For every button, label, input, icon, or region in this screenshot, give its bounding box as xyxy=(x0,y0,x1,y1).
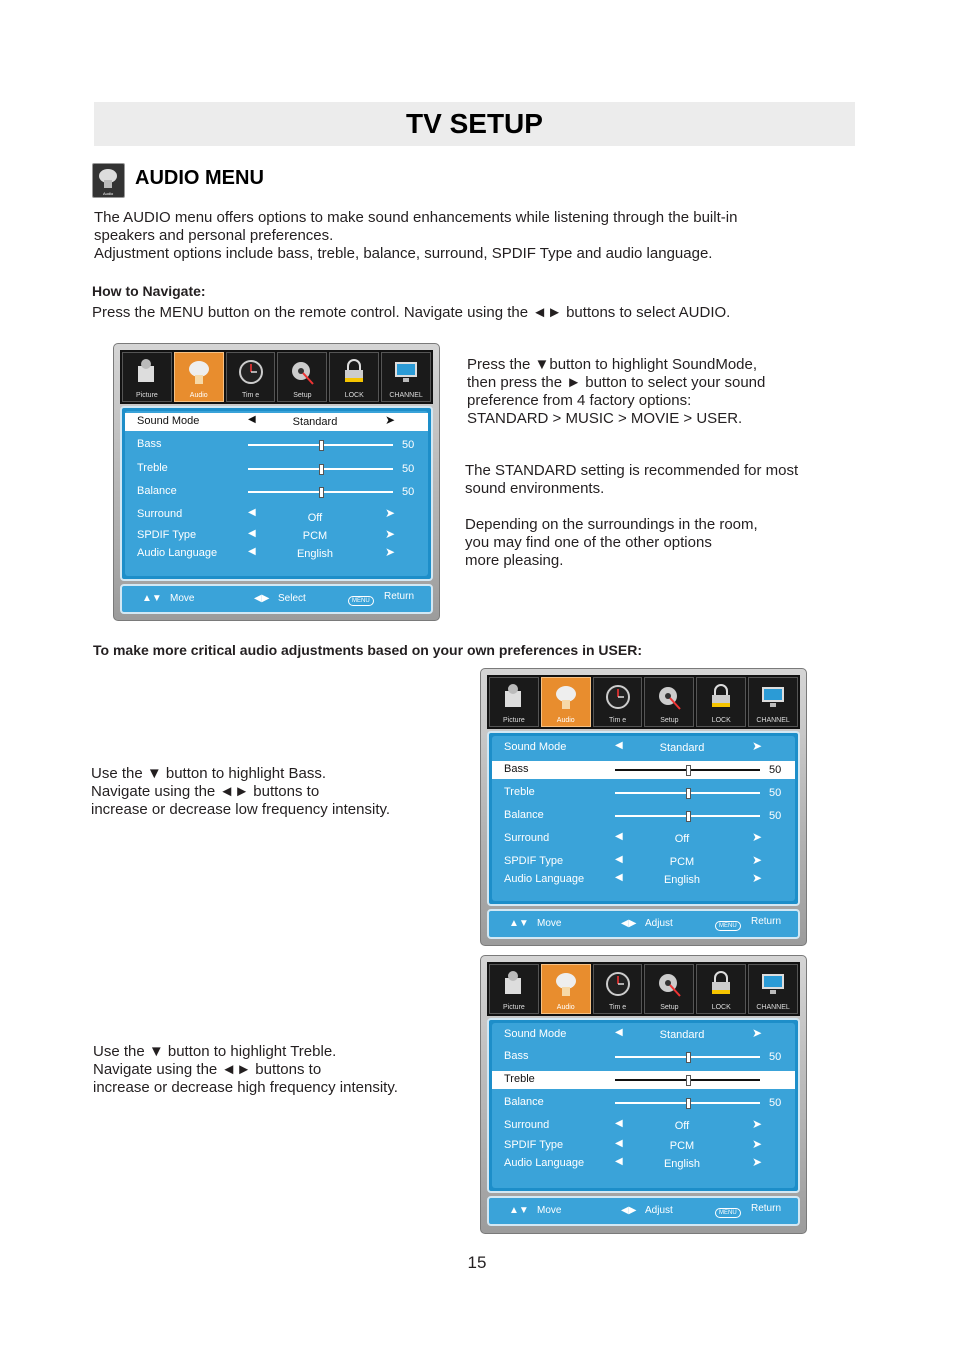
sound-mode-row[interactable]: Sound Mode ◀ Standard ➤ xyxy=(125,413,428,431)
tab-audio[interactable]: Audio xyxy=(541,964,591,1014)
slider-knob xyxy=(686,765,691,776)
gear-icon xyxy=(656,970,682,998)
left-arrow-icon: ◀ xyxy=(248,546,256,557)
up-down-icon: ▲▼ xyxy=(142,593,162,604)
clock-icon xyxy=(605,970,631,998)
speaker-icon xyxy=(186,358,212,386)
tab-setup[interactable]: Setup xyxy=(644,677,694,727)
up-down-icon: ▲▼ xyxy=(509,1205,529,1216)
settings-panel xyxy=(487,731,800,906)
spdif-row[interactable]: SPDIF Type ◀ PCM ➤ xyxy=(137,527,396,542)
surround-row[interactable]: Surround ◀ Off ➤ xyxy=(137,506,396,524)
balance-row[interactable]: Balance 50 xyxy=(137,485,415,498)
left-arrow-icon: ◀ xyxy=(248,507,256,518)
slider-knob xyxy=(686,788,691,799)
bass-osd-screen xyxy=(480,668,807,946)
tab-audio[interactable]: Audio xyxy=(541,677,591,727)
tab-picture[interactable]: Picture xyxy=(489,964,539,1014)
slider-knob xyxy=(686,1052,691,1063)
right-arrow-icon: ➤ xyxy=(752,830,763,844)
balance-row[interactable]: Balance 50 xyxy=(504,809,782,822)
menu-tabs xyxy=(487,962,800,1016)
intro-line: Adjustment options include bass, treble, balance, surround, SPDIF Type and audio language. xyxy=(94,245,713,262)
left-arrow-icon: ◀ xyxy=(248,414,256,425)
gear-icon xyxy=(289,358,315,386)
left-arrow-icon: ◀ xyxy=(615,1138,623,1149)
intro-line: speakers and personal preferences. xyxy=(94,227,334,244)
tab-time[interactable]: Tim e xyxy=(593,964,643,1014)
lock-icon xyxy=(708,970,734,998)
tab-setup[interactable]: Setup xyxy=(644,964,694,1014)
bass-row[interactable]: Bass 50 xyxy=(492,761,795,779)
right-arrow-icon: ➤ xyxy=(752,739,763,753)
tab-lock[interactable]: LOCK xyxy=(696,964,746,1014)
sound-mode-instructions: Press the ▼button to highlight SoundMode, then press the ► button to select your sound preference from 4 factory options: STANDARD > MUSIC > MOVIE > USER. xyxy=(467,356,766,427)
menu-badge: MENU xyxy=(348,596,374,606)
treble-row[interactable]: Treble 50 xyxy=(137,462,415,475)
camera-icon xyxy=(134,358,160,386)
right-arrow-icon: ➤ xyxy=(385,506,396,520)
camera-icon xyxy=(501,970,527,998)
treble-row[interactable]: Treble 50 xyxy=(504,786,782,799)
treble-osd-screen xyxy=(480,955,807,1234)
menu-badge: MENU xyxy=(715,1208,741,1218)
slider-knob xyxy=(319,440,324,451)
clock-icon xyxy=(238,358,264,386)
audio-osd-screen xyxy=(113,343,440,621)
left-arrow-icon: ◀ xyxy=(615,1027,623,1038)
left-right-icon: ◀▶ xyxy=(621,1205,637,1216)
audio-language-row[interactable]: Audio Language ◀ English ➤ xyxy=(137,545,396,560)
right-arrow-icon: ➤ xyxy=(752,1155,763,1169)
menu-tabs xyxy=(487,675,800,729)
page-title: TV SETUP xyxy=(406,108,543,139)
treble-row[interactable]: Treble xyxy=(492,1071,795,1089)
section-icon-label: Audio xyxy=(103,191,114,196)
monitor-icon xyxy=(393,358,419,386)
tab-picture[interactable]: Picture xyxy=(122,352,172,402)
intro-line: The AUDIO menu offers options to make sound enhancements while listening through the built-in xyxy=(94,209,738,226)
tab-time[interactable]: Tim e xyxy=(593,677,643,727)
up-down-icon: ▲▼ xyxy=(509,918,529,929)
lock-icon xyxy=(341,358,367,386)
slider-knob xyxy=(686,1075,691,1086)
spdif-row[interactable]: SPDIF Type ◀ PCM ➤ xyxy=(504,1137,763,1152)
title-bar xyxy=(94,102,855,146)
osd-footer: ▲▼ Move ◀▶ Select MENU Return xyxy=(120,584,433,614)
tab-channel[interactable]: CHANNEL xyxy=(748,677,798,727)
tab-channel[interactable]: CHANNEL xyxy=(381,352,431,402)
how-to-text: Press the MENU button on the remote control. Navigate using the ◄► buttons to select AUDIO. xyxy=(92,304,731,321)
tab-picture[interactable]: Picture xyxy=(489,677,539,727)
left-arrow-icon: ◀ xyxy=(615,1118,623,1129)
tab-lock[interactable]: LOCK xyxy=(696,677,746,727)
how-to-heading: How to Navigate: xyxy=(92,283,206,299)
sound-mode-row[interactable]: Sound Mode ◀ Standard ➤ xyxy=(504,739,763,754)
speaker-icon xyxy=(553,970,579,998)
page-number: 15 xyxy=(467,1253,487,1272)
slider-knob xyxy=(319,464,324,475)
section-title: AUDIO MENU xyxy=(135,167,264,189)
osd-footer: ▲▼ Move ◀▶ Adjust MENU Return xyxy=(487,909,800,939)
settings-panel xyxy=(487,1018,800,1193)
tab-time[interactable]: Tim e xyxy=(226,352,276,402)
left-arrow-icon: ◀ xyxy=(248,528,256,539)
left-arrow-icon: ◀ xyxy=(615,854,623,865)
tab-channel[interactable]: CHANNEL xyxy=(748,964,798,1014)
settings-panel xyxy=(120,406,433,581)
slider-knob xyxy=(319,487,324,498)
sound-mode-row[interactable]: Sound Mode ◀ Standard ➤ xyxy=(504,1026,763,1041)
tab-audio[interactable]: Audio xyxy=(174,352,224,402)
speaker-icon xyxy=(553,683,579,711)
left-right-icon: ◀▶ xyxy=(254,593,270,604)
slider-knob xyxy=(686,811,691,822)
clock-icon xyxy=(605,683,631,711)
right-arrow-icon: ➤ xyxy=(385,527,396,541)
surround-row[interactable]: Surround ◀ Off ➤ xyxy=(504,830,763,845)
left-arrow-icon: ◀ xyxy=(615,831,623,842)
right-arrow-icon: ➤ xyxy=(752,853,763,867)
monitor-icon xyxy=(760,683,786,711)
user-heading: To make more critical audio adjustments based on your own preferences in USER: xyxy=(93,642,642,658)
menu-badge: MENU xyxy=(715,921,741,931)
bass-row[interactable]: Bass 50 xyxy=(504,1050,782,1063)
balance-row[interactable]: Balance 50 xyxy=(504,1096,782,1109)
monitor-icon xyxy=(760,970,786,998)
treble-instructions: Use the ▼ button to highlight Treble. Navigate using the ◄► buttons to increase or decrease high frequency intensity. xyxy=(93,1043,398,1096)
left-arrow-icon: ◀ xyxy=(615,872,623,883)
right-arrow-icon: ➤ xyxy=(752,871,763,885)
left-arrow-icon: ◀ xyxy=(615,1156,623,1167)
right-arrow-icon: ➤ xyxy=(385,545,396,559)
bass-instructions: Use the ▼ button to highlight Bass. Navigate using the ◄► buttons to increase or decrease low frequency intensity. xyxy=(91,765,391,818)
right-arrow-icon: ➤ xyxy=(752,1137,763,1151)
intro-paragraph xyxy=(94,209,854,263)
slider-knob xyxy=(686,1098,691,1109)
tab-lock[interactable]: LOCK xyxy=(329,352,379,402)
right-arrow-icon: ➤ xyxy=(752,1026,763,1040)
tab-setup[interactable]: Setup xyxy=(277,352,327,402)
right-arrow-icon: ➤ xyxy=(385,413,396,427)
standard-note: The STANDARD setting is recommended for most sound environments. xyxy=(465,462,799,497)
surround-row[interactable]: Surround ◀ Off ➤ xyxy=(504,1117,763,1132)
gear-icon xyxy=(656,683,682,711)
bass-row[interactable]: Bass 50 xyxy=(137,438,415,451)
audio-language-row[interactable]: Audio Language ◀ English ➤ xyxy=(504,1155,763,1170)
spdif-row[interactable]: SPDIF Type ◀ PCM ➤ xyxy=(504,853,763,868)
lock-icon xyxy=(708,683,734,711)
osd-footer: ▲▼ Move ◀▶ Adjust MENU Return xyxy=(487,1196,800,1226)
left-right-icon: ◀▶ xyxy=(621,918,637,929)
surroundings-note: Depending on the surroundings in the room, you may find one of the other options more pleasing. xyxy=(465,516,758,569)
audio-section-icon xyxy=(92,163,125,198)
audio-language-row[interactable]: Audio Language ◀ English ➤ xyxy=(504,871,763,886)
left-arrow-icon: ◀ xyxy=(615,740,623,751)
menu-tabs xyxy=(120,350,433,404)
camera-icon xyxy=(501,683,527,711)
right-arrow-icon: ➤ xyxy=(752,1117,763,1131)
